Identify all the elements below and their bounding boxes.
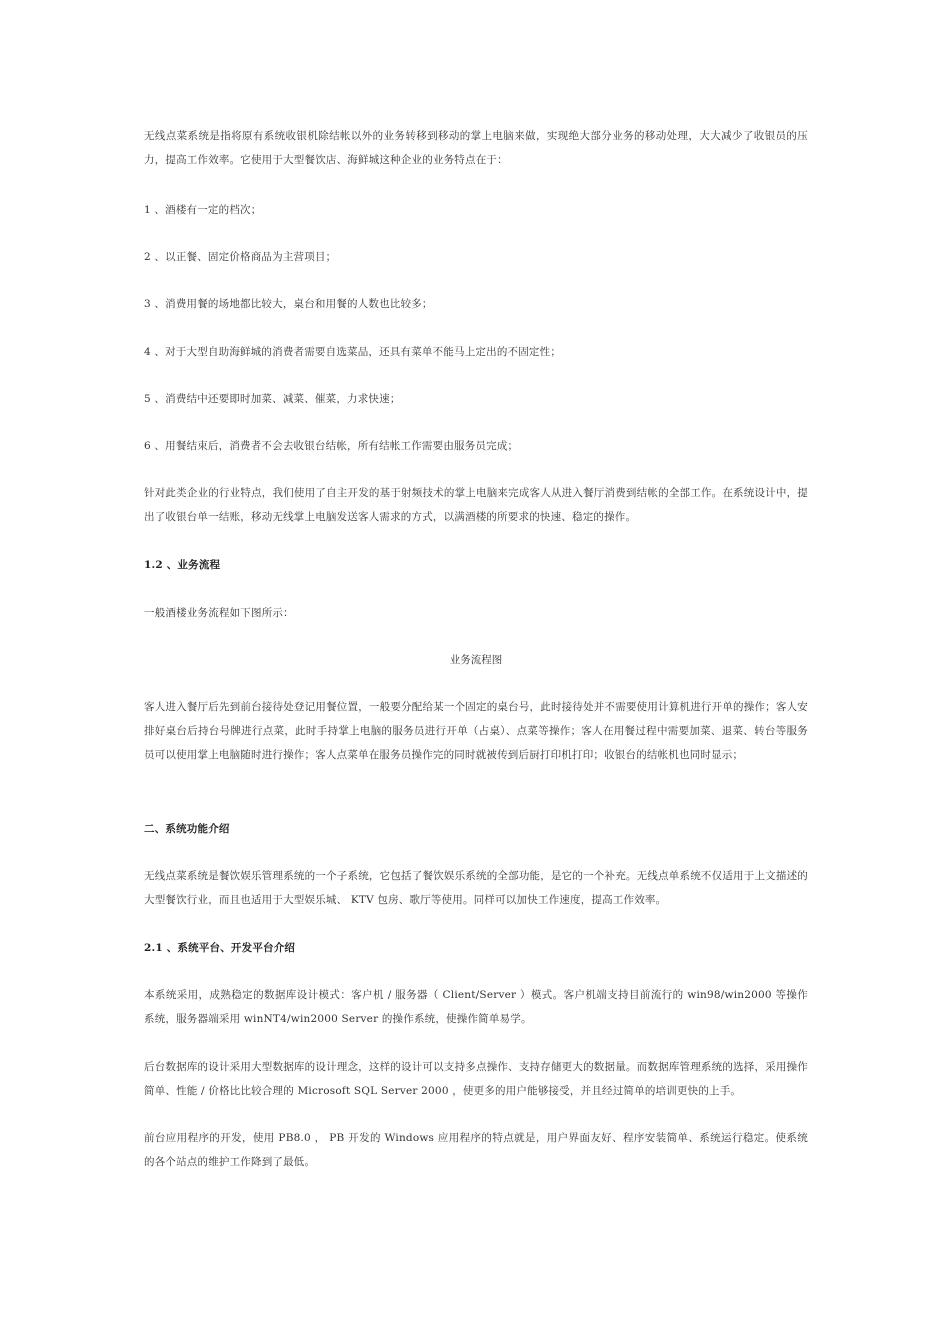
figure-caption: 业务流程图 [449,654,503,666]
platform-paragraph-3: 前台应用程序的开发，使用 PB8.0 ， PB 开发的 Windows 应用程序的特点就是，用户界面友好、程序安装简单、系统运行稳定。使系统的各个站点的维护工作降到了最低。 [144,1132,808,1168]
feature-item-4: 4 、对于大型自助海鲜城的消费者需要自选菜品，还具有菜单不能马上定出的不固定性； [144,346,562,358]
flow-description: 客人进入餐厅后先到前台接待处登记用餐位置，一般要分配给某一个固定的桌台号，此时接待处并不需要使用计算机进行开单的操作；客人安排好桌台后持台号牌进行点菜，此时手持掌上电脑的服务员进行开单（占桌）、点菜等操作；客人在用餐过程中需要加菜、退菜、转台等服务员可以使用掌上电脑随时进行操作；客人点菜单在服务员操作完的同时就被传到后厨打印机打印；收银台的结帐机也同时显示； [144,701,808,761]
intro-paragraph: 无线点菜系统是指将原有系统收银机除结帐以外的业务转移到移动的掌上电脑来做，实现绝大部分业务的移动处理，大大减少了收银员的压力，提高工作效率。它使用于大型餐饮店、海鲜城这种企业的业务特点在于： [144,130,808,166]
section-heading-2: 二、系统功能介绍 [144,823,230,835]
section-heading-2-1: 2.1 、系统平台、开发平台介绍 [144,942,296,954]
feature-item-5: 5 、消费结中还要即时加菜、减菜、催菜，力求快速； [144,393,401,405]
feature-item-3: 3 、消费用餐的场地都比较大，桌台和用餐的人数也比较多； [144,298,433,310]
system-intro-paragraph: 无线点菜系统是餐饮娱乐管理系统的一个子系统，它包括了餐饮娱乐系统的全部功能，是它的一个补充。无线点单系统不仅适用于上文描述的大型餐饮行业，而且也适用于大型娱乐城、 KTV 包房、歌厅等使用。同样可以加快工作速度，提高工作效率。 [144,870,808,906]
flow-lead-text: 一般酒楼业务流程如下图所示： [144,607,294,619]
platform-paragraph-1: 本系统采用，成熟稳定的数据库设计模式：客户机 / 服务器（ Client/Server ）模式。客户机端支持目前流行的 win98/win2000 等操作系统，服务器端采用 winNT4/win2000 Server 的操作系统，使操作简单易学。 [144,989,808,1025]
feature-item-2: 2 、以正餐、固定价格商品为主营项目； [144,251,337,263]
section-heading-1-2: 1.2 、业务流程 [144,559,221,571]
summary-paragraph: 针对此类企业的行业特点，我们使用了自主开发的基于射频技术的掌上电脑来完成客人从进入餐厅消费到结帐的全部工作。在系统设计中，提出了收银台单一结账，移动无线掌上电脑发送客人需求的方式，以满酒楼的所要求的快速、稳定的操作。 [144,487,808,523]
feature-item-1: 1 、酒楼有一定的档次； [144,204,262,216]
feature-item-6: 6 、用餐结束后，消费者不会去收银台结帐，所有结帐工作需要由服务员完成； [144,440,519,452]
platform-paragraph-2: 后台数据库的设计采用大型数据库的设计理念，这样的设计可以支持多点操作、支持存储更大的数据量。而数据库管理系统的选择，采用操作简单、性能 / 价格比比较合理的 Microsoft SQL Server 2000 ，使更多的用户能够接受，并且经过简单的培训更快的上手。 [144,1061,808,1097]
